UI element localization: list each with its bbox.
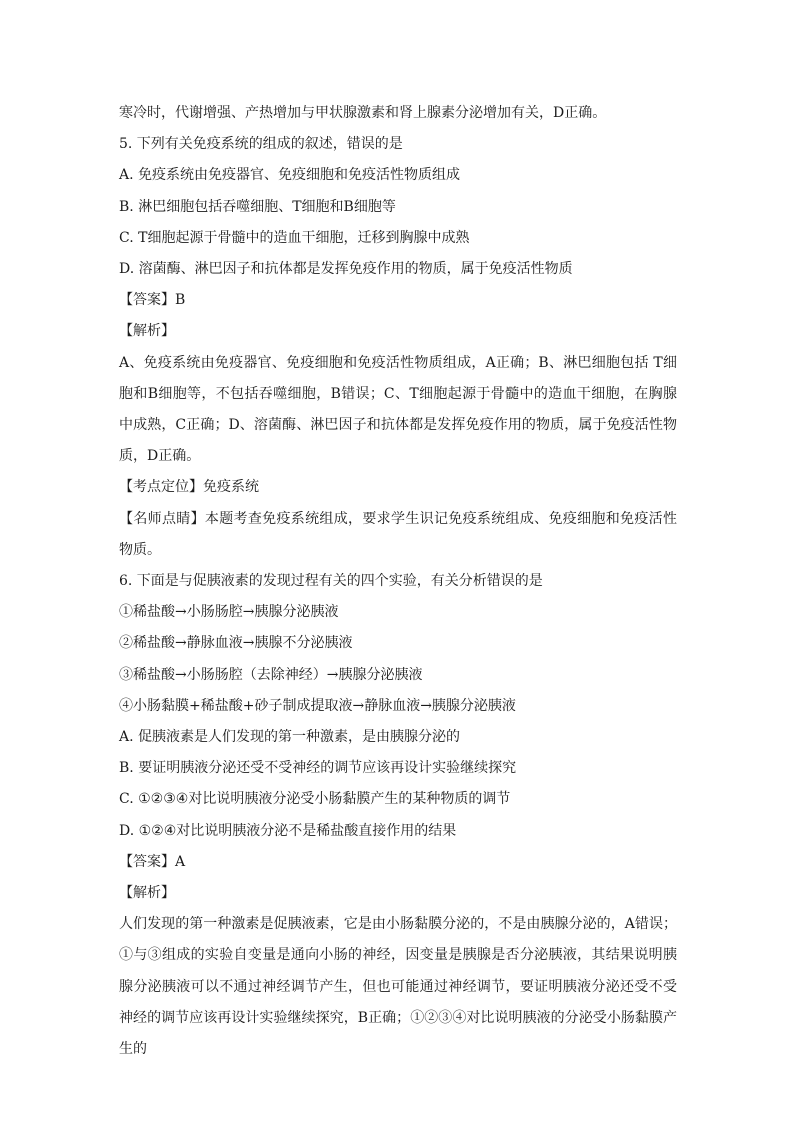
question-6-option-a: A. 促胰液素是人们发现的第一种激素，是由胰腺分泌的 [119,729,461,746]
document-page [119,98,677,1065]
question-5-knowledge-point: 【考点定位】免疫系统 [119,479,259,496]
question-6-analysis: 人们发现的第一种激素是促胰液素，它是由小肠黏膜分泌的，不是由胰腺分泌的，A错误；①与③组成的实验自变量是通向小肠的神经，因变量是胰腺是否分泌胰液，其结果说明胰腺分泌胰液可以不通过神经调节产生，但也可能通过神经调节，要证明胰液分泌还受不受神经的调节应该再设计实验继续探究，B正确；①②③④对比说明胰液的分泌受小肠黏膜产生的 [119,916,677,1058]
question-5-teacher-note: 【名师点睛】本题考查免疫系统组成，要求学生识记免疫系统组成、免疫细胞和免疫活性物质。 [119,510,677,558]
question-6-experiment-2: ②稀盐酸→静脉血液→胰腺不分泌胰液 [119,635,353,652]
text-line: 寒冷时，代谢增强、产热增加与甲状腺激素和肾上腺素分泌增加有关，D正确。 [119,105,607,121]
question-5-option-a: A. 免疫系统由免疫器官、免疫细胞和免疫活性物质组成 [119,167,461,184]
question-6-experiment-4: ④小肠黏膜+稀盐酸+砂子制成提取液→静脉血液→胰腺分泌胰液 [119,697,516,714]
question-6-option-d: D. ①②④对比说明胰液分泌不是稀盐酸直接作用的结果 [119,822,457,839]
question-5-answer: 【答案】B [119,292,186,309]
question-5-analysis-label: 【解析】 [119,323,175,340]
question-6-experiment-3: ③稀盐酸→小肠肠腔（去除神经）→胰腺分泌胰液 [119,666,423,683]
question-6-stem: 6. 下面是与促胰液素的发现过程有关的四个实验，有关分析错误的是 [119,573,543,590]
question-5-analysis: A、免疫系统由免疫器官、免疫细胞和免疫活性物质组成，A正确；B、淋巴细胞包括 T细胞和B细胞等，不包括吞噬细胞，B错误；C、T细胞起源于骨髓中的造血干细胞，在胸腺中成熟，C正确；D、溶菌酶、淋巴因子和抗体都是发挥免疫作用的物质，属于免疫活性物质，D正确。 [119,354,677,465]
question-6-analysis-label: 【解析】 [119,885,175,902]
question-6-answer: 【答案】A [119,853,186,870]
question-6-option-b: B. 要证明胰液分泌还受不受神经的调节应该再设计实验继续探究 [119,760,517,777]
question-5-option-d: D. 溶菌酶、淋巴因子和抗体都是发挥免疫作用的物质，属于免疫活性物质 [119,261,573,278]
question-6-experiment-1: ①稀盐酸→小肠肠腔→胰腺分泌胰液 [119,604,339,621]
question-5-stem: 5. 下列有关免疫系统的组成的叙述，错误的是 [119,136,403,153]
question-5-option-b: B. 淋巴细胞包括吞噬细胞、T细胞和B细胞等 [119,198,396,215]
question-5-option-c: C. T细胞起源于骨髓中的造血干细胞，迁移到胸腺中成熟 [119,229,470,246]
question-6-option-c: C. ①②③④对比说明胰液分泌受小肠黏膜产生的某种物质的调节 [119,791,511,808]
